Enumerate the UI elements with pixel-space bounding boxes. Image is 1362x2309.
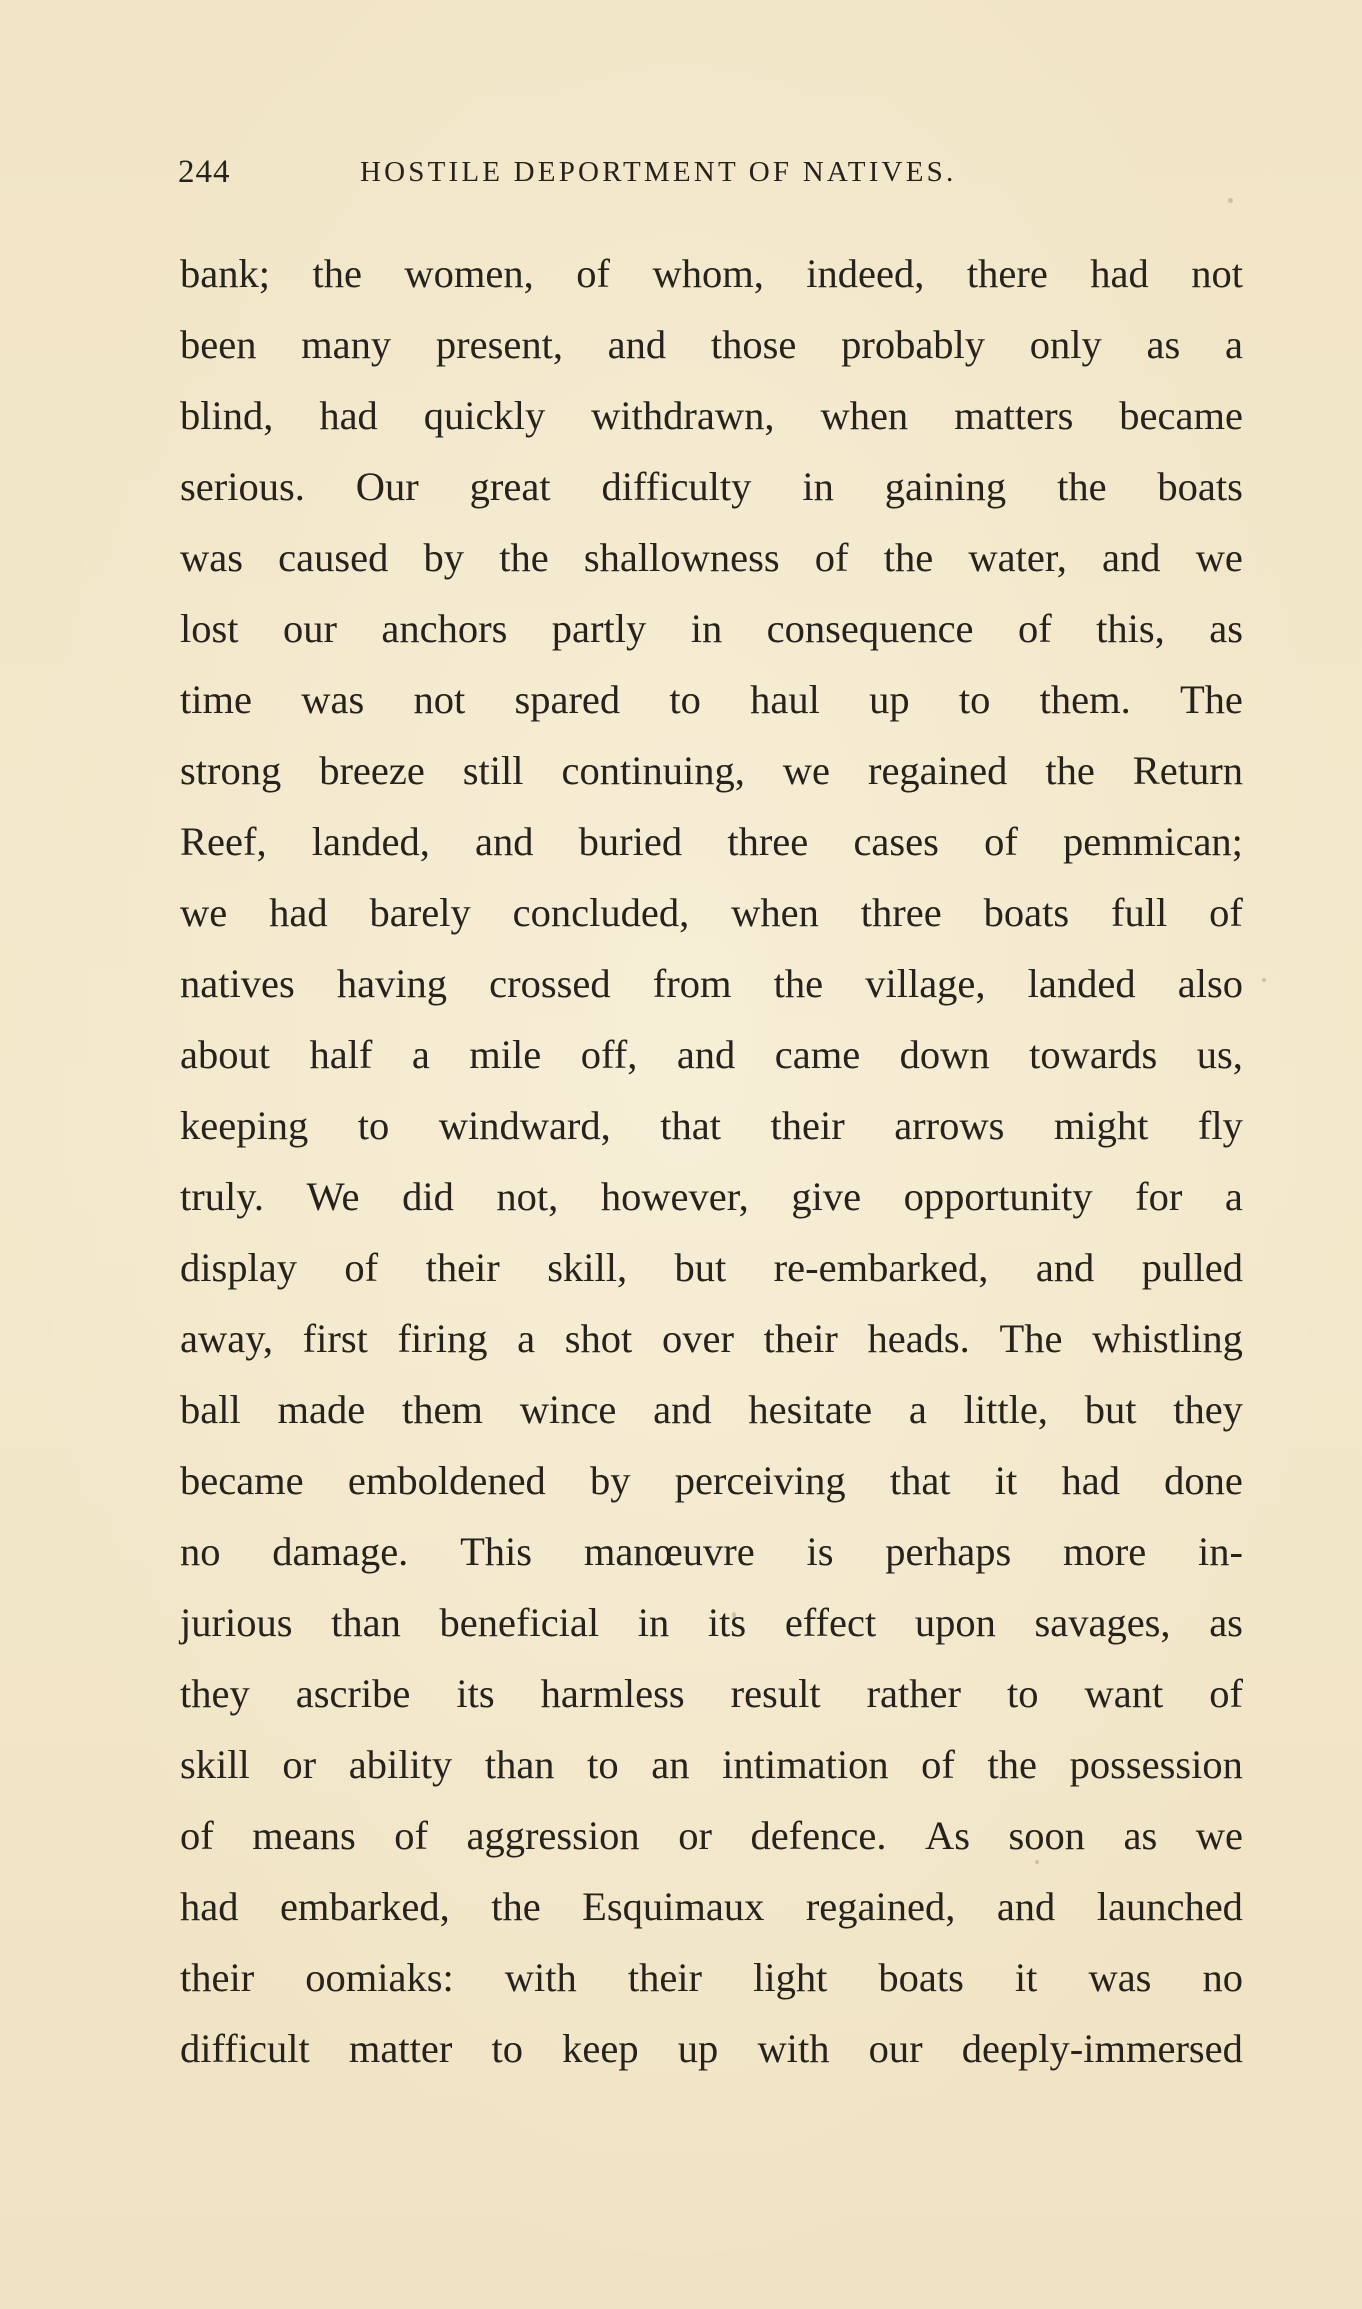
word: towards bbox=[1029, 1032, 1158, 1077]
word: This bbox=[460, 1529, 533, 1574]
word: landed bbox=[1027, 961, 1136, 1006]
word: harmless bbox=[540, 1671, 685, 1716]
text-line bbox=[180, 1232, 1243, 1303]
word: strong bbox=[180, 748, 282, 793]
word: caused bbox=[278, 535, 389, 580]
word: launched bbox=[1096, 1884, 1243, 1929]
word: a bbox=[411, 1032, 430, 1077]
word: shallowness bbox=[583, 535, 780, 580]
word: regained, bbox=[805, 1884, 956, 1929]
word: buried bbox=[578, 819, 683, 864]
word: lost bbox=[180, 606, 239, 651]
paper-speck bbox=[1228, 198, 1233, 203]
word: up bbox=[869, 677, 910, 722]
word: display bbox=[180, 1245, 297, 1290]
paper-speck bbox=[1262, 978, 1266, 982]
word: however, bbox=[600, 1174, 749, 1219]
word: fly bbox=[1197, 1103, 1243, 1148]
word: or bbox=[282, 1742, 317, 1787]
word: by bbox=[423, 535, 465, 580]
text-line bbox=[180, 522, 1243, 593]
word: only bbox=[1029, 322, 1102, 367]
word: probably bbox=[841, 322, 986, 367]
text-line bbox=[180, 1161, 1243, 1232]
word: anchors bbox=[381, 606, 508, 651]
word: did bbox=[402, 1174, 454, 1219]
word: damage. bbox=[272, 1529, 409, 1574]
word: keeping bbox=[180, 1103, 309, 1148]
word: the bbox=[1057, 464, 1107, 509]
word: and bbox=[475, 819, 534, 864]
word: more bbox=[1063, 1529, 1147, 1574]
word: them bbox=[401, 1387, 483, 1432]
word: a bbox=[1224, 322, 1243, 367]
word: their bbox=[770, 1103, 845, 1148]
word: perhaps bbox=[885, 1529, 1012, 1574]
word: of bbox=[394, 1813, 428, 1858]
word: light bbox=[753, 1955, 828, 2000]
word: gaining bbox=[884, 464, 1007, 509]
word: not, bbox=[496, 1174, 559, 1219]
word: us, bbox=[1196, 1032, 1243, 1077]
word: quickly bbox=[423, 393, 546, 438]
word: blind, bbox=[180, 393, 274, 438]
word: of bbox=[1017, 606, 1052, 651]
word: their bbox=[627, 1955, 703, 2000]
word: their bbox=[180, 1955, 255, 2000]
word: our bbox=[868, 2026, 923, 2071]
word: present, bbox=[435, 322, 563, 367]
word: had bbox=[1061, 1458, 1120, 1503]
word: boats bbox=[1157, 464, 1243, 509]
word: that bbox=[660, 1103, 722, 1148]
word: of bbox=[1209, 1671, 1243, 1716]
word: is bbox=[806, 1529, 834, 1574]
word: matters bbox=[954, 393, 1074, 438]
text-line bbox=[180, 380, 1243, 451]
word: perceiving bbox=[674, 1458, 846, 1503]
running-title: HOSTILE DEPORTMENT OF NATIVES. bbox=[360, 156, 957, 188]
word: regained bbox=[867, 748, 1008, 793]
word: landed, bbox=[311, 819, 430, 864]
word: three bbox=[860, 890, 942, 935]
text-line bbox=[180, 806, 1243, 877]
text-line bbox=[180, 1587, 1243, 1658]
word: done bbox=[1164, 1458, 1243, 1503]
word: We bbox=[306, 1174, 360, 1219]
word: opportunity bbox=[903, 1174, 1093, 1219]
text-line bbox=[180, 1800, 1243, 1871]
word: but bbox=[1084, 1387, 1137, 1432]
word: no bbox=[1202, 1955, 1243, 2000]
word: natives bbox=[180, 961, 295, 1006]
word: a bbox=[908, 1387, 927, 1432]
word: it bbox=[994, 1458, 1018, 1503]
word: over bbox=[661, 1316, 734, 1361]
word: first bbox=[302, 1316, 368, 1361]
word: boats bbox=[878, 1955, 964, 2000]
word: having bbox=[336, 961, 448, 1006]
word: this, bbox=[1096, 606, 1165, 651]
word: to bbox=[1006, 1671, 1039, 1716]
word: not bbox=[413, 677, 466, 722]
word: shot bbox=[564, 1316, 633, 1361]
word: for bbox=[1135, 1174, 1183, 1219]
word: we bbox=[180, 890, 228, 935]
word: we bbox=[1195, 535, 1243, 580]
word: been bbox=[180, 322, 257, 367]
word: possession bbox=[1069, 1742, 1243, 1787]
paper-speck bbox=[732, 1612, 736, 1618]
word: and bbox=[1102, 535, 1161, 580]
word: water, bbox=[968, 535, 1067, 580]
word: the bbox=[883, 535, 934, 580]
word: was bbox=[180, 535, 243, 580]
word: might bbox=[1053, 1103, 1149, 1148]
word: those bbox=[710, 322, 797, 367]
word: the bbox=[773, 961, 824, 1006]
word: give bbox=[791, 1174, 862, 1219]
word: and bbox=[996, 1884, 1056, 1929]
text-line bbox=[180, 1516, 1243, 1587]
word: re-embarked, bbox=[773, 1245, 989, 1290]
word: hesitate bbox=[748, 1387, 873, 1432]
word: than bbox=[331, 1600, 401, 1645]
text-line bbox=[180, 1445, 1243, 1516]
word: had bbox=[269, 890, 328, 935]
word: mile bbox=[469, 1032, 542, 1077]
word: Esquimaux bbox=[582, 1884, 765, 1929]
word: had bbox=[180, 1884, 239, 1929]
word: heads. bbox=[867, 1316, 970, 1361]
word: to bbox=[587, 1742, 619, 1787]
word: crossed bbox=[489, 961, 611, 1006]
word: difficulty bbox=[601, 464, 752, 509]
word: ascribe bbox=[295, 1671, 411, 1716]
word: with bbox=[504, 1955, 577, 2000]
word: to bbox=[958, 677, 991, 722]
word: serious. bbox=[180, 464, 305, 509]
word: breeze bbox=[319, 748, 425, 793]
word: Reef, bbox=[180, 819, 267, 864]
word: and bbox=[607, 322, 667, 367]
word: many bbox=[301, 322, 392, 367]
word: of bbox=[814, 535, 849, 580]
text-line bbox=[180, 1942, 1243, 2013]
word: them. bbox=[1039, 677, 1131, 722]
word: boats bbox=[983, 890, 1070, 935]
word: women, bbox=[404, 251, 534, 296]
word: as bbox=[1123, 1813, 1158, 1858]
word: spared bbox=[514, 677, 621, 722]
text-line bbox=[180, 1871, 1243, 1942]
word: truly. bbox=[180, 1174, 264, 1219]
word: as bbox=[1146, 322, 1181, 367]
word: the bbox=[499, 535, 549, 580]
word: but bbox=[674, 1245, 727, 1290]
word: the bbox=[1045, 748, 1095, 793]
word: we bbox=[782, 748, 831, 793]
paper-speck bbox=[1035, 1860, 1039, 1864]
word: or bbox=[678, 1813, 712, 1858]
word: was bbox=[301, 677, 365, 722]
word: of bbox=[180, 1813, 214, 1858]
word: in bbox=[802, 464, 834, 509]
word: deeply-immersed bbox=[961, 2026, 1243, 2071]
word: their bbox=[763, 1316, 838, 1361]
word: away, bbox=[180, 1316, 273, 1361]
word: about bbox=[180, 1032, 270, 1077]
word: in bbox=[690, 606, 723, 651]
word: and bbox=[676, 1032, 736, 1077]
word: rather bbox=[866, 1671, 961, 1716]
word: also bbox=[1177, 961, 1243, 1006]
word: concluded, bbox=[512, 890, 690, 935]
word: firing bbox=[397, 1316, 488, 1361]
word: it bbox=[1014, 1955, 1038, 2000]
word: up bbox=[677, 2026, 719, 2071]
word: the bbox=[491, 1884, 541, 1929]
word: keep bbox=[562, 2026, 639, 2071]
word: oomiaks: bbox=[305, 1955, 454, 2000]
word: jurious bbox=[180, 1600, 293, 1645]
word: time bbox=[180, 677, 252, 722]
word: The bbox=[1179, 677, 1243, 722]
word: difficult bbox=[180, 2026, 310, 2071]
word: there bbox=[966, 251, 1048, 296]
word: we bbox=[1195, 1813, 1243, 1858]
word: an bbox=[651, 1742, 690, 1787]
text-line bbox=[180, 1303, 1243, 1374]
word: the bbox=[312, 251, 362, 296]
word: as bbox=[1209, 606, 1243, 651]
word: want bbox=[1084, 1671, 1164, 1716]
word: effect bbox=[784, 1600, 877, 1645]
word: upon bbox=[914, 1600, 996, 1645]
word: to bbox=[669, 677, 701, 722]
word: embarked, bbox=[279, 1884, 450, 1929]
word: emboldened bbox=[347, 1458, 546, 1503]
word: haul bbox=[750, 677, 820, 722]
word: full bbox=[1111, 890, 1168, 935]
word: a bbox=[1224, 1174, 1243, 1219]
word: still bbox=[462, 748, 524, 793]
text-line bbox=[180, 1019, 1243, 1090]
word: not bbox=[1191, 251, 1243, 296]
word: to bbox=[491, 2026, 524, 2071]
word: pulled bbox=[1141, 1245, 1243, 1290]
word: skill, bbox=[547, 1245, 628, 1290]
word: windward, bbox=[438, 1103, 611, 1148]
text-line bbox=[180, 593, 1243, 664]
word: that bbox=[889, 1458, 951, 1503]
text-line bbox=[180, 1729, 1243, 1800]
word: of bbox=[984, 819, 1018, 864]
word: result bbox=[730, 1671, 821, 1716]
word: the bbox=[987, 1742, 1037, 1787]
word: no bbox=[180, 1529, 221, 1574]
word: our bbox=[282, 606, 337, 651]
word: soon bbox=[1008, 1813, 1085, 1858]
word: ball bbox=[180, 1387, 241, 1432]
text-line bbox=[180, 451, 1243, 522]
word: matter bbox=[348, 2026, 453, 2071]
word: pemmican; bbox=[1062, 819, 1243, 864]
word: and bbox=[1035, 1245, 1095, 1290]
text-line bbox=[180, 664, 1243, 735]
word: with bbox=[757, 2026, 830, 2071]
word: wince bbox=[519, 1387, 617, 1432]
word: to bbox=[357, 1103, 390, 1148]
word: withdrawn, bbox=[591, 393, 775, 438]
word: its bbox=[456, 1671, 495, 1716]
text-line bbox=[180, 1658, 1243, 1729]
word: became bbox=[1119, 393, 1243, 438]
word: half bbox=[309, 1032, 373, 1077]
word: by bbox=[590, 1458, 631, 1503]
text-line bbox=[180, 309, 1243, 380]
word: little, bbox=[963, 1387, 1048, 1432]
word: skill bbox=[180, 1742, 250, 1787]
word: cases bbox=[853, 819, 939, 864]
word: three bbox=[727, 819, 809, 864]
text-line bbox=[180, 2013, 1243, 2084]
word: a bbox=[517, 1316, 536, 1361]
word: indeed, bbox=[806, 251, 925, 296]
word: ability bbox=[348, 1742, 453, 1787]
text-line bbox=[180, 735, 1243, 806]
word: became bbox=[180, 1458, 304, 1503]
word: beneficial bbox=[439, 1600, 600, 1645]
running-head bbox=[178, 152, 1243, 192]
word: down bbox=[899, 1032, 990, 1077]
word: made bbox=[277, 1387, 366, 1432]
text-line bbox=[180, 238, 1243, 309]
body-text bbox=[180, 238, 1243, 2084]
word: than bbox=[484, 1742, 555, 1787]
word: of bbox=[921, 1742, 955, 1787]
word: in bbox=[637, 1600, 670, 1645]
word: defence. bbox=[750, 1813, 887, 1858]
word: Return bbox=[1132, 748, 1243, 793]
text-line bbox=[180, 1374, 1243, 1445]
word: whistling bbox=[1092, 1316, 1243, 1361]
text-line bbox=[180, 948, 1243, 1019]
word: was bbox=[1088, 1955, 1152, 2000]
word: when bbox=[820, 393, 909, 438]
text-line bbox=[180, 1090, 1243, 1161]
word: means bbox=[252, 1813, 356, 1858]
word: intimation bbox=[722, 1742, 889, 1787]
word: when bbox=[731, 890, 819, 935]
word: continuing, bbox=[561, 748, 745, 793]
word: consequence bbox=[766, 606, 974, 651]
word: partly bbox=[551, 606, 647, 651]
word: off, bbox=[580, 1032, 638, 1077]
word: from bbox=[652, 961, 732, 1006]
word: whom, bbox=[652, 251, 764, 296]
word: came bbox=[774, 1032, 861, 1077]
word: As bbox=[924, 1813, 970, 1858]
word: in- bbox=[1197, 1529, 1243, 1574]
page-number: 244 bbox=[178, 154, 231, 190]
word: savages, bbox=[1034, 1600, 1171, 1645]
word: village, bbox=[865, 961, 986, 1006]
word: their bbox=[425, 1245, 500, 1290]
word: of bbox=[1209, 890, 1243, 935]
word: aggression bbox=[466, 1813, 640, 1858]
word: barely bbox=[369, 890, 471, 935]
word: manœuvre bbox=[583, 1529, 755, 1574]
word: Our bbox=[355, 464, 419, 509]
word: great bbox=[469, 464, 551, 509]
word: of bbox=[576, 251, 610, 296]
text-line bbox=[180, 877, 1243, 948]
word: The bbox=[999, 1316, 1063, 1361]
word: they bbox=[180, 1671, 250, 1716]
word: and bbox=[653, 1387, 712, 1432]
word: bank; bbox=[180, 251, 270, 296]
word: had bbox=[1090, 251, 1149, 296]
word: they bbox=[1173, 1387, 1243, 1432]
word: had bbox=[319, 393, 378, 438]
word: of bbox=[344, 1245, 379, 1290]
word: its bbox=[707, 1600, 747, 1645]
word: as bbox=[1209, 1600, 1243, 1645]
word: arrows bbox=[894, 1103, 1005, 1148]
